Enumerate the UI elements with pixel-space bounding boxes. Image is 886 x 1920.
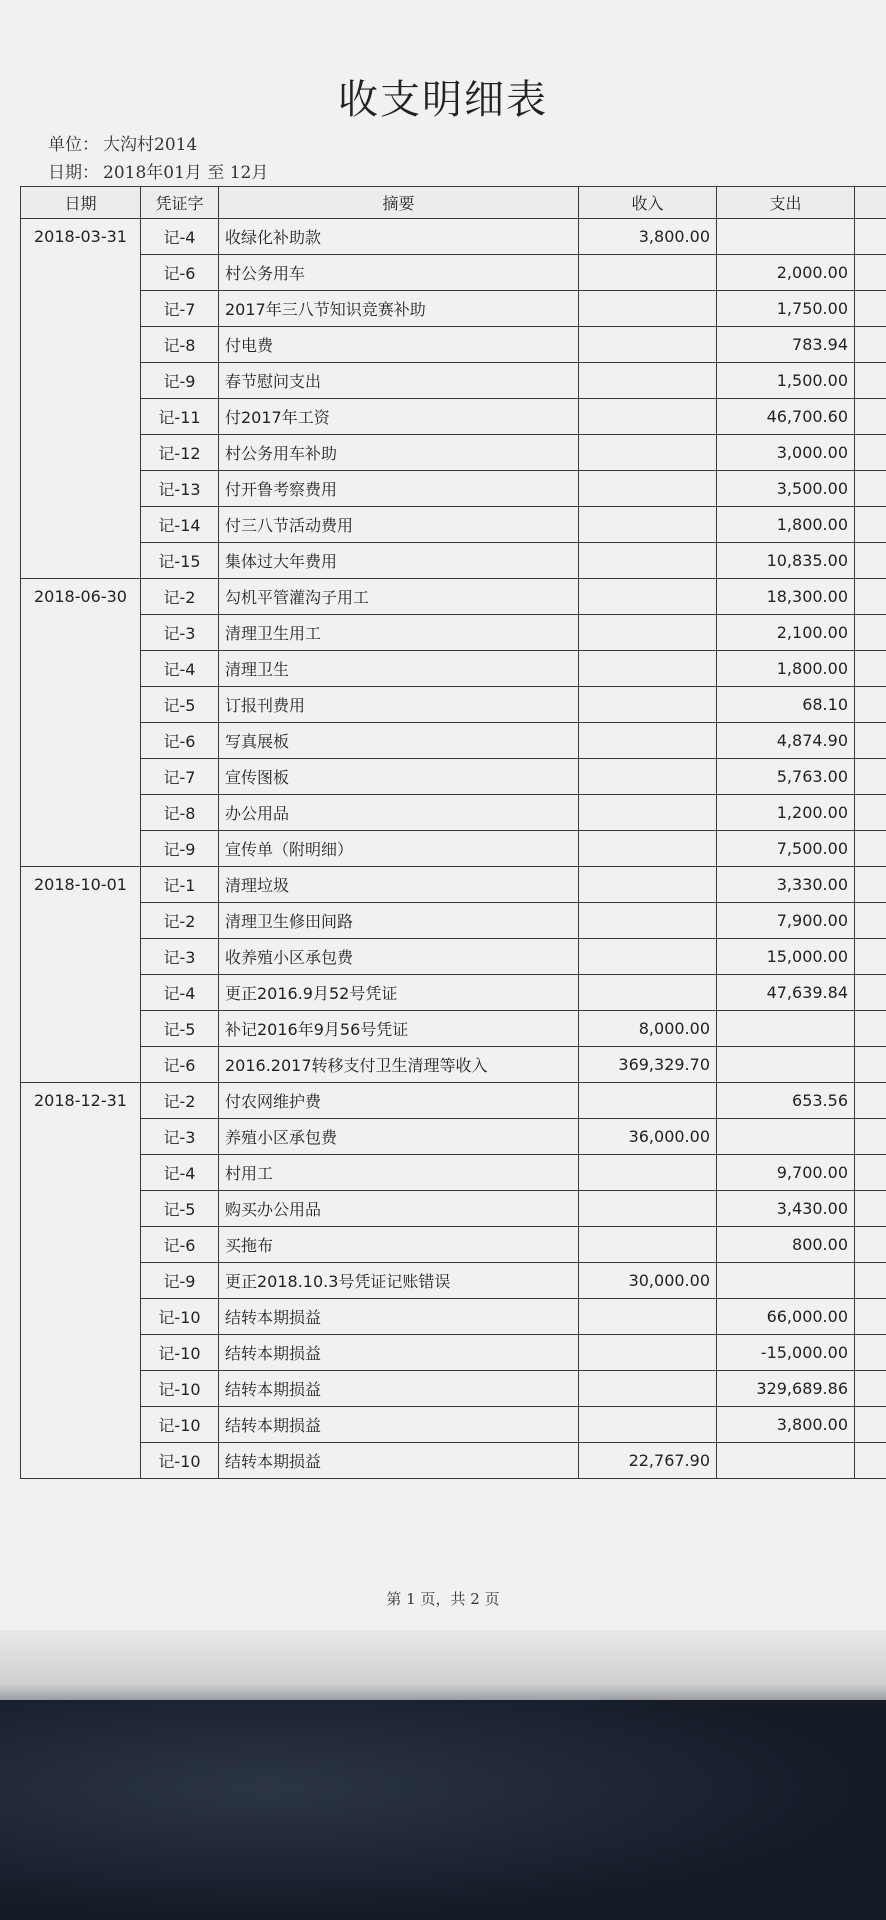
table-row — [21, 615, 886, 651]
column-header-income: 收入 — [579, 187, 717, 219]
row-expense: 47,639.84 — [717, 975, 855, 1011]
row-income: 36,000.00 — [579, 1119, 717, 1155]
row-voucher: 记-10 — [141, 1371, 219, 1407]
row-voucher: 记-12 — [141, 435, 219, 471]
table-row — [21, 1335, 886, 1371]
row-expense: 4,874.90 — [717, 723, 855, 759]
row-income — [579, 543, 717, 579]
row-expense: 7,900.00 — [717, 903, 855, 939]
row-expense — [717, 1263, 855, 1299]
row-voucher: 记-7 — [141, 759, 219, 795]
row-income: 8,000.00 — [579, 1011, 717, 1047]
row-voucher: 记-6 — [141, 255, 219, 291]
unit-label: 单位： — [48, 135, 99, 155]
row-expense: 66,000.00 — [717, 1299, 855, 1335]
column-header-voucher: 凭证字 — [141, 187, 219, 219]
row-expense: 1,200.00 — [717, 795, 855, 831]
row-expense: 18,300.00 — [717, 579, 855, 615]
table-row — [21, 759, 886, 795]
row-income — [579, 831, 717, 867]
date-range-line — [48, 158, 268, 183]
row-income — [579, 903, 717, 939]
row-cut-off-cell — [855, 543, 886, 579]
row-voucher: 记-9 — [141, 1263, 219, 1299]
row-cut-off-cell — [855, 1299, 886, 1335]
row-income: 369,329.70 — [579, 1047, 717, 1083]
row-cut-off-cell — [855, 435, 886, 471]
row-cut-off-cell — [855, 1371, 886, 1407]
row-income — [579, 363, 717, 399]
row-expense: 1,750.00 — [717, 291, 855, 327]
row-cut-off-cell — [855, 1443, 886, 1479]
row-expense: 329,689.86 — [717, 1371, 855, 1407]
row-income — [579, 435, 717, 471]
row-expense: 5,763.00 — [717, 759, 855, 795]
row-voucher: 记-10 — [141, 1443, 219, 1479]
row-income — [579, 1407, 717, 1443]
table-row — [21, 1407, 886, 1443]
table-row — [21, 1227, 886, 1263]
row-income — [579, 399, 717, 435]
table-row — [21, 723, 886, 759]
row-cut-off-cell — [855, 579, 886, 615]
row-summary: 养殖小区承包费 — [219, 1119, 579, 1155]
row-expense — [717, 219, 855, 255]
column-header-cut-off — [855, 187, 886, 219]
row-summary: 补记2016年9月56号凭证 — [219, 1011, 579, 1047]
row-voucher: 记-5 — [141, 1011, 219, 1047]
row-summary: 结转本期损益 — [219, 1335, 579, 1371]
row-voucher: 记-4 — [141, 1155, 219, 1191]
row-summary: 宣传单（附明细） — [219, 831, 579, 867]
row-voucher: 记-6 — [141, 723, 219, 759]
table-row — [21, 1191, 886, 1227]
row-voucher: 记-10 — [141, 1407, 219, 1443]
row-expense — [717, 1119, 855, 1155]
row-income — [579, 579, 717, 615]
row-expense: -15,000.00 — [717, 1335, 855, 1371]
table-row — [21, 1119, 886, 1155]
table-row — [21, 579, 886, 615]
row-date: 2018-10-01 — [21, 867, 141, 1083]
table-row — [21, 219, 886, 255]
row-expense: 68.10 — [717, 687, 855, 723]
row-expense — [717, 1047, 855, 1083]
row-summary: 村用工 — [219, 1155, 579, 1191]
table-row — [21, 1155, 886, 1191]
table-row — [21, 255, 886, 291]
row-expense: 800.00 — [717, 1227, 855, 1263]
table-row — [21, 435, 886, 471]
row-cut-off-cell — [855, 615, 886, 651]
row-expense: 1,500.00 — [717, 363, 855, 399]
table-row — [21, 327, 886, 363]
row-date: 2018-06-30 — [21, 579, 141, 867]
row-summary: 清理卫生修田间路 — [219, 903, 579, 939]
row-summary: 勾机平管灌沟子用工 — [219, 579, 579, 615]
row-expense: 3,430.00 — [717, 1191, 855, 1227]
table-row — [21, 975, 886, 1011]
unit-value: 大沟村2014 — [103, 135, 198, 155]
row-income — [579, 867, 717, 903]
row-income — [579, 1371, 717, 1407]
background-surface — [0, 1700, 886, 1920]
row-income — [579, 759, 717, 795]
row-cut-off-cell — [855, 1011, 886, 1047]
row-summary: 清理卫生用工 — [219, 615, 579, 651]
unit-line — [48, 130, 197, 155]
row-voucher: 记-2 — [141, 1083, 219, 1119]
row-voucher: 记-3 — [141, 939, 219, 975]
row-voucher: 记-14 — [141, 507, 219, 543]
row-cut-off-cell — [855, 255, 886, 291]
row-voucher: 记-15 — [141, 543, 219, 579]
row-income — [579, 1083, 717, 1119]
row-cut-off-cell — [855, 507, 886, 543]
column-header-expense: 支出 — [717, 187, 855, 219]
row-summary: 付2017年工资 — [219, 399, 579, 435]
row-cut-off-cell — [855, 327, 886, 363]
row-cut-off-cell — [855, 1407, 886, 1443]
row-cut-off-cell — [855, 1119, 886, 1155]
row-voucher: 记-3 — [141, 1119, 219, 1155]
table-row — [21, 867, 886, 903]
row-income — [579, 615, 717, 651]
row-income — [579, 291, 717, 327]
row-expense — [717, 1011, 855, 1047]
row-expense: 2,100.00 — [717, 615, 855, 651]
row-voucher: 记-5 — [141, 687, 219, 723]
table-row — [21, 831, 886, 867]
row-cut-off-cell — [855, 867, 886, 903]
table-row — [21, 291, 886, 327]
row-summary: 付三八节活动费用 — [219, 507, 579, 543]
row-income — [579, 1155, 717, 1191]
row-income — [579, 939, 717, 975]
row-cut-off-cell — [855, 759, 886, 795]
date-label: 日期： — [48, 163, 99, 183]
row-voucher: 记-5 — [141, 1191, 219, 1227]
date-value: 2018年01月 至 12月 — [103, 163, 269, 183]
row-voucher: 记-7 — [141, 291, 219, 327]
row-summary: 结转本期损益 — [219, 1407, 579, 1443]
row-summary: 宣传图板 — [219, 759, 579, 795]
table-row — [21, 939, 886, 975]
ledger-table — [20, 186, 886, 1479]
document-title: 收支明细表 — [338, 77, 548, 123]
row-voucher: 记-11 — [141, 399, 219, 435]
row-summary: 更正2016.9月52号凭证 — [219, 975, 579, 1011]
row-summary: 结转本期损益 — [219, 1443, 579, 1479]
row-summary: 购买办公用品 — [219, 1191, 579, 1227]
row-cut-off-cell — [855, 939, 886, 975]
row-voucher: 记-13 — [141, 471, 219, 507]
row-cut-off-cell — [855, 291, 886, 327]
row-cut-off-cell — [855, 1047, 886, 1083]
row-expense: 7,500.00 — [717, 831, 855, 867]
row-summary: 2017年三八节知识竞赛补助 — [219, 291, 579, 327]
row-cut-off-cell — [855, 219, 886, 255]
row-date: 2018-03-31 — [21, 219, 141, 579]
row-expense: 783.94 — [717, 327, 855, 363]
row-income — [579, 1299, 717, 1335]
row-cut-off-cell — [855, 723, 886, 759]
row-cut-off-cell — [855, 651, 886, 687]
row-voucher: 记-4 — [141, 975, 219, 1011]
row-income — [579, 255, 717, 291]
row-summary: 买拖布 — [219, 1227, 579, 1263]
row-expense: 9,700.00 — [717, 1155, 855, 1191]
row-expense: 653.56 — [717, 1083, 855, 1119]
row-expense: 1,800.00 — [717, 507, 855, 543]
row-cut-off-cell — [855, 1335, 886, 1371]
page-number: 第 1 页，共 2 页 — [386, 1590, 500, 1608]
row-expense: 3,800.00 — [717, 1407, 855, 1443]
table-row — [21, 1047, 886, 1083]
row-summary: 付电费 — [219, 327, 579, 363]
row-cut-off-cell — [855, 831, 886, 867]
row-income — [579, 795, 717, 831]
table-row — [21, 1263, 886, 1299]
table-row — [21, 363, 886, 399]
row-summary: 收绿化补助款 — [219, 219, 579, 255]
table-row — [21, 543, 886, 579]
row-voucher: 记-10 — [141, 1299, 219, 1335]
row-summary: 结转本期损益 — [219, 1299, 579, 1335]
row-income — [579, 1191, 717, 1227]
row-summary: 结转本期损益 — [219, 1371, 579, 1407]
table-header-row — [21, 187, 886, 219]
row-income — [579, 327, 717, 363]
row-voucher: 记-10 — [141, 1335, 219, 1371]
row-cut-off-cell — [855, 363, 886, 399]
table-row — [21, 1011, 886, 1047]
table-row — [21, 1083, 886, 1119]
table-row — [21, 471, 886, 507]
row-cut-off-cell — [855, 903, 886, 939]
table-row — [21, 507, 886, 543]
row-expense: 1,800.00 — [717, 651, 855, 687]
row-cut-off-cell — [855, 795, 886, 831]
column-header-summary: 摘要 — [219, 187, 579, 219]
row-date: 2018-12-31 — [21, 1083, 141, 1479]
row-income — [579, 507, 717, 543]
row-income: 30,000.00 — [579, 1263, 717, 1299]
row-expense: 46,700.60 — [717, 399, 855, 435]
row-cut-off-cell — [855, 399, 886, 435]
row-expense: 3,500.00 — [717, 471, 855, 507]
row-voucher: 记-6 — [141, 1047, 219, 1083]
row-summary: 村公务用车补助 — [219, 435, 579, 471]
row-income: 22,767.90 — [579, 1443, 717, 1479]
row-summary: 写真展板 — [219, 723, 579, 759]
row-cut-off-cell — [855, 687, 886, 723]
row-cut-off-cell — [855, 471, 886, 507]
table-row — [21, 795, 886, 831]
row-income — [579, 651, 717, 687]
row-cut-off-cell — [855, 1155, 886, 1191]
row-expense: 15,000.00 — [717, 939, 855, 975]
row-income — [579, 1335, 717, 1371]
row-summary: 清理卫生 — [219, 651, 579, 687]
row-cut-off-cell — [855, 1263, 886, 1299]
table-row — [21, 651, 886, 687]
row-cut-off-cell — [855, 1191, 886, 1227]
row-summary: 集体过大年费用 — [219, 543, 579, 579]
row-summary: 付开鲁考察费用 — [219, 471, 579, 507]
row-cut-off-cell — [855, 1227, 886, 1263]
row-expense: 2,000.00 — [717, 255, 855, 291]
row-income — [579, 1227, 717, 1263]
row-voucher: 记-4 — [141, 219, 219, 255]
table-row — [21, 1371, 886, 1407]
row-income — [579, 975, 717, 1011]
row-summary: 付农网维护费 — [219, 1083, 579, 1119]
row-summary: 春节慰问支出 — [219, 363, 579, 399]
row-income: 3,800.00 — [579, 219, 717, 255]
row-summary: 清理垃圾 — [219, 867, 579, 903]
row-summary: 收养殖小区承包费 — [219, 939, 579, 975]
row-voucher: 记-8 — [141, 327, 219, 363]
row-voucher: 记-8 — [141, 795, 219, 831]
row-income — [579, 687, 717, 723]
row-voucher: 记-6 — [141, 1227, 219, 1263]
row-cut-off-cell — [855, 1083, 886, 1119]
row-voucher: 记-3 — [141, 615, 219, 651]
row-expense: 3,000.00 — [717, 435, 855, 471]
row-expense: 3,330.00 — [717, 867, 855, 903]
row-income — [579, 471, 717, 507]
table-row — [21, 903, 886, 939]
row-summary: 更正2018.10.3号凭证记账错误 — [219, 1263, 579, 1299]
row-summary: 村公务用车 — [219, 255, 579, 291]
row-voucher: 记-9 — [141, 363, 219, 399]
row-voucher: 记-2 — [141, 579, 219, 615]
table-row — [21, 687, 886, 723]
table-row — [21, 1443, 886, 1479]
row-voucher: 记-4 — [141, 651, 219, 687]
row-cut-off-cell — [855, 975, 886, 1011]
row-expense — [717, 1443, 855, 1479]
table-row — [21, 1299, 886, 1335]
row-expense: 10,835.00 — [717, 543, 855, 579]
row-voucher: 记-1 — [141, 867, 219, 903]
row-summary: 2016.2017转移支付卫生清理等收入 — [219, 1047, 579, 1083]
table-row — [21, 399, 886, 435]
row-summary: 订报刊费用 — [219, 687, 579, 723]
row-voucher: 记-2 — [141, 903, 219, 939]
row-income — [579, 723, 717, 759]
column-header-date: 日期 — [21, 187, 141, 219]
row-summary: 办公用品 — [219, 795, 579, 831]
row-voucher: 记-9 — [141, 831, 219, 867]
